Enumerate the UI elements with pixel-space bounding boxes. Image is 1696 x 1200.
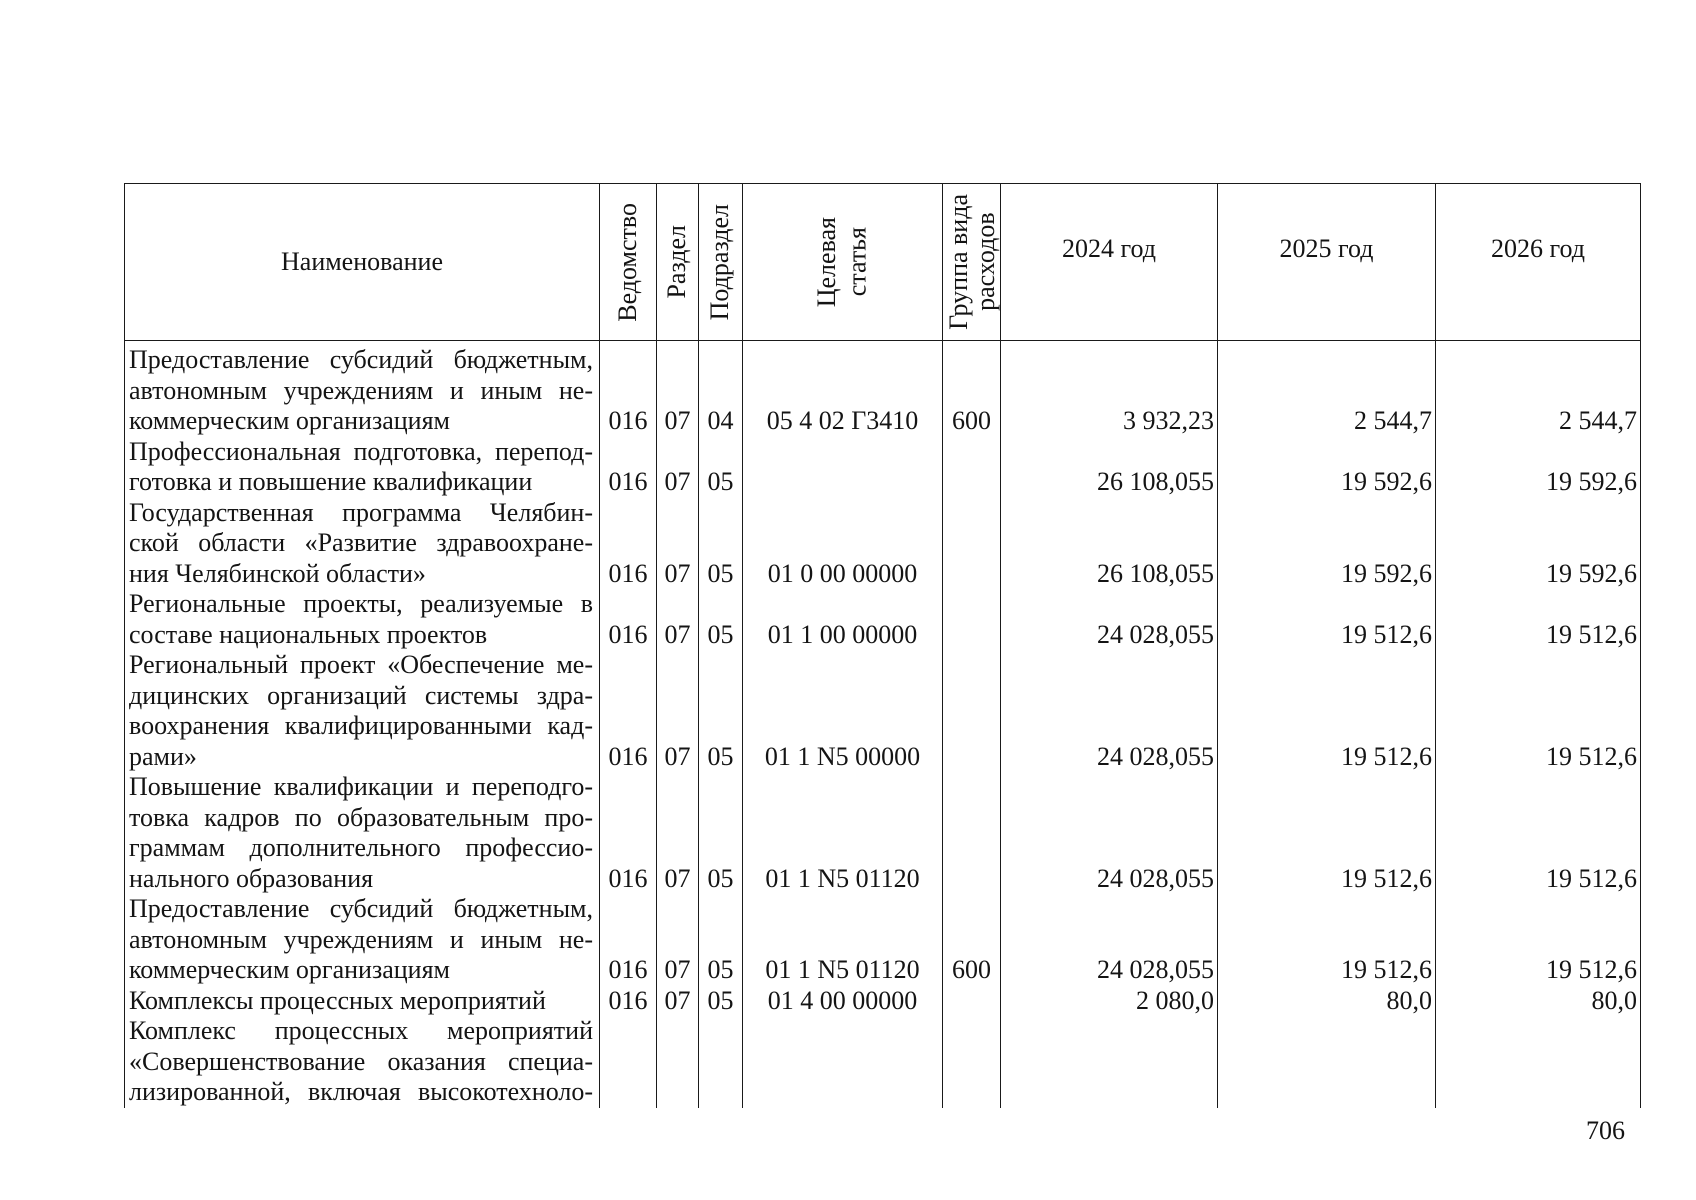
header-year-2025-label: 2025 год <box>1279 234 1374 263</box>
amount-2024-cell: 26 108,055 <box>1001 498 1218 590</box>
name-line: Повышение квалификации и переподго- <box>129 772 593 801</box>
name-line: Предоставление субсидий бюджетным, <box>129 345 593 374</box>
header-target-article-line: статья <box>842 227 872 297</box>
amount-2026-cell: 19 592,6 <box>1436 498 1641 590</box>
name-line: нального образования <box>129 863 374 893</box>
target-article-cell: 01 1 N5 01120 <box>743 894 943 986</box>
department-code-cell: 016 <box>600 437 657 498</box>
subsection-code-cell: 05 <box>699 498 743 590</box>
subsection-code-cell <box>699 1016 743 1108</box>
section-code-cell: 07 <box>657 341 699 437</box>
subsection-code-cell: 05 <box>699 437 743 498</box>
header-subsection <box>699 184 743 341</box>
subsection-code-cell: 04 <box>699 341 743 437</box>
section-code-cell: 07 <box>657 437 699 498</box>
amount-2026-cell: 19 512,6 <box>1436 650 1641 772</box>
header-name-label: Наименование <box>281 246 443 276</box>
section-code-cell: 07 <box>657 772 699 894</box>
budget-table <box>124 183 1641 1108</box>
section-code-cell: 07 <box>657 498 699 590</box>
name-cell <box>125 986 600 1017</box>
amount-2024-cell: 24 028,055 <box>1001 589 1218 650</box>
header-year-2024 <box>1001 184 1218 341</box>
table-row <box>125 986 1641 1017</box>
section-code-cell: 07 <box>657 650 699 772</box>
subsection-code-cell: 05 <box>699 986 743 1017</box>
expense-group-cell <box>943 437 1001 498</box>
name-cell <box>125 650 600 772</box>
expense-group-cell: 600 <box>943 894 1001 986</box>
name-line: воохранения квалифицированными кад- <box>129 711 593 740</box>
header-year-2026-label: 2026 год <box>1491 234 1585 263</box>
table-row <box>125 894 1641 986</box>
subsection-code-cell: 05 <box>699 589 743 650</box>
target-article-cell: 05 4 02 Г3410 <box>743 341 943 437</box>
subsection-code-cell: 05 <box>699 772 743 894</box>
name-line: товка кадров по образовательным про- <box>129 802 593 832</box>
name-cell <box>125 437 600 498</box>
header-subsection-label: Подраздел <box>705 203 735 321</box>
header-year-2024-label: 2024 год <box>1062 234 1156 263</box>
expense-group-cell <box>943 1016 1001 1108</box>
name-cell <box>125 894 600 986</box>
amount-2024-cell: 26 108,055 <box>1001 437 1218 498</box>
amount-2025-cell <box>1218 1016 1436 1108</box>
amount-2026-cell: 19 512,6 <box>1436 772 1641 894</box>
name-line: ния Челябинской области» <box>129 558 426 588</box>
name-cell <box>125 341 600 437</box>
name-cell <box>125 1016 600 1108</box>
table-row <box>125 341 1641 437</box>
name-line: рами» <box>129 741 197 771</box>
target-article-cell <box>743 1016 943 1108</box>
subsection-code-cell: 05 <box>699 894 743 986</box>
name-line: Региональный проект «Обеспечение ме- <box>129 650 593 679</box>
name-line: «Совершенствование оказания специа- <box>129 1046 593 1076</box>
name-line: Государственная программа Челябин- <box>129 497 593 527</box>
name-line: дицинских организаций системы здра- <box>129 680 593 710</box>
target-article-cell: 01 1 00 00000 <box>743 589 943 650</box>
amount-2026-cell <box>1436 1016 1641 1108</box>
amount-2026-cell: 19 512,6 <box>1436 589 1641 650</box>
amount-2025-cell: 19 592,6 <box>1218 498 1436 590</box>
department-code-cell: 016 <box>600 772 657 894</box>
expense-group-cell <box>943 498 1001 590</box>
table-header-row <box>125 184 1641 341</box>
amount-2026-cell: 2 544,7 <box>1436 341 1641 437</box>
table-row <box>125 650 1641 772</box>
table-row <box>125 772 1641 894</box>
department-code-cell: 016 <box>600 341 657 437</box>
name-line: Профессиональная подготовка, перепод- <box>129 436 593 466</box>
section-code-cell: 07 <box>657 986 699 1017</box>
amount-2025-cell: 19 512,6 <box>1218 772 1436 894</box>
name-line: Предоставление субсидий бюджетным, <box>129 894 593 923</box>
header-section-label: Раздел <box>662 225 692 299</box>
table-row <box>125 498 1641 590</box>
name-line: автономным учреждениям и иным не- <box>129 924 593 954</box>
header-target-article <box>743 184 943 341</box>
name-cell <box>125 589 600 650</box>
name-line: автономным учреждениям и иным не- <box>129 375 593 405</box>
name-line: граммам дополнительного профессио- <box>129 833 593 862</box>
name-cell <box>125 772 600 894</box>
amount-2026-cell: 19 592,6 <box>1436 437 1641 498</box>
header-section <box>657 184 699 341</box>
section-code-cell <box>657 1016 699 1108</box>
table-row <box>125 1016 1641 1108</box>
amount-2024-cell: 2 080,0 <box>1001 986 1218 1017</box>
name-line: Комплексы процессных мероприятий <box>129 985 546 1015</box>
department-code-cell: 016 <box>600 986 657 1017</box>
name-line: составе национальных проектов <box>129 619 488 649</box>
header-expense-group-line: расходов <box>970 212 1000 312</box>
table-row <box>125 437 1641 498</box>
amount-2025-cell: 19 592,6 <box>1218 437 1436 498</box>
target-article-cell: 01 1 N5 00000 <box>743 650 943 772</box>
target-article-cell: 01 1 N5 01120 <box>743 772 943 894</box>
expense-group-cell: 600 <box>943 341 1001 437</box>
amount-2026-cell: 19 512,6 <box>1436 894 1641 986</box>
section-code-cell: 07 <box>657 894 699 986</box>
amount-2024-cell: 24 028,055 <box>1001 894 1218 986</box>
department-code-cell: 016 <box>600 894 657 986</box>
department-code-cell <box>600 1016 657 1108</box>
amount-2024-cell: 24 028,055 <box>1001 772 1218 894</box>
name-cell <box>125 498 600 590</box>
expense-group-cell <box>943 986 1001 1017</box>
name-line: Региональные проекты, реализуемые в <box>129 589 593 618</box>
department-code-cell: 016 <box>600 650 657 772</box>
header-department <box>600 184 657 341</box>
expense-group-cell <box>943 772 1001 894</box>
amount-2025-cell: 19 512,6 <box>1218 650 1436 772</box>
name-line: Комплекс процессных мероприятий <box>129 1016 593 1045</box>
name-line: лизированной, включая высокотехноло- <box>129 1077 593 1106</box>
amount-2025-cell: 2 544,7 <box>1218 341 1436 437</box>
amount-2024-cell: 24 028,055 <box>1001 650 1218 772</box>
name-line: коммерческим организациям <box>129 955 451 984</box>
expense-group-cell <box>943 650 1001 772</box>
amount-2025-cell: 19 512,6 <box>1218 894 1436 986</box>
page-number: 706 <box>1586 1116 1625 1145</box>
header-expense-group-line: Группа вида <box>943 194 973 330</box>
header-target-article-line: Целевая <box>812 216 841 308</box>
name-line: ской области «Развитие здравоохране- <box>129 528 593 557</box>
header-department-label: Ведомство <box>612 202 642 322</box>
name-line: коммерческим организациям <box>129 406 451 435</box>
subsection-code-cell: 05 <box>699 650 743 772</box>
target-article-cell: 01 4 00 00000 <box>743 986 943 1017</box>
header-name <box>125 184 600 341</box>
target-article-cell: 01 0 00 00000 <box>743 498 943 590</box>
amount-2025-cell: 80,0 <box>1218 986 1436 1017</box>
department-code-cell: 016 <box>600 498 657 590</box>
header-expense-group <box>943 184 1001 341</box>
amount-2026-cell: 80,0 <box>1436 986 1641 1017</box>
header-year-2025 <box>1218 184 1436 341</box>
amount-2025-cell: 19 512,6 <box>1218 589 1436 650</box>
amount-2024-cell <box>1001 1016 1218 1108</box>
target-article-cell <box>743 437 943 498</box>
table-row <box>125 589 1641 650</box>
expense-group-cell <box>943 589 1001 650</box>
name-line: готовка и повышение квалификации <box>129 467 533 496</box>
amount-2024-cell: 3 932,23 <box>1001 341 1218 437</box>
department-code-cell: 016 <box>600 589 657 650</box>
section-code-cell: 07 <box>657 589 699 650</box>
header-year-2026 <box>1436 184 1641 341</box>
